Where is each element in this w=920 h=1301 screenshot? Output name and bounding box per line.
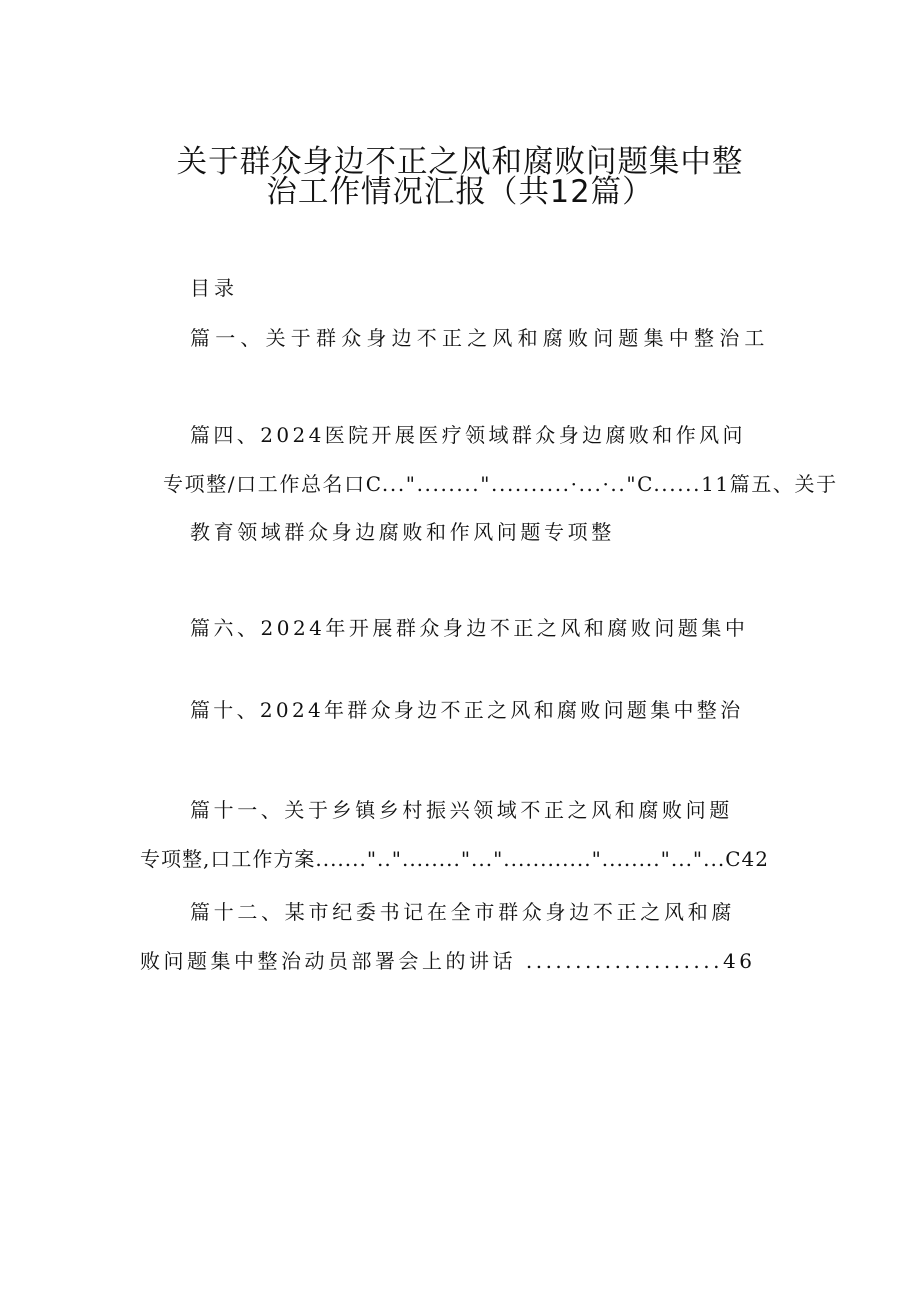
- toc-heading: 目录: [190, 276, 238, 300]
- toc-entry-12[interactable]: 篇十二、某市纪委书记在全市群众身边不正之风和腐: [190, 900, 736, 924]
- toc-entry-6[interactable]: 篇六、2024年开展群众身边不正之风和腐败问题集中: [190, 616, 749, 640]
- toc-entry-12-cont[interactable]: 败问题集中整治动员部署会上的讲话 ....................46: [140, 949, 756, 973]
- toc-entry-11[interactable]: 篇十一、关于乡镇乡村振兴领域不正之风和腐败问题: [190, 798, 733, 822]
- document-title-line-2: 治工作情况汇报（共12篇）: [266, 174, 654, 210]
- toc-entry-11-cont[interactable]: 专项整,口工作方案.......".."........"..."............"........"..."...C42: [140, 847, 769, 871]
- toc-entry-10[interactable]: 篇十、2024年群众身边不正之风和腐败问题集中整治: [190, 698, 744, 722]
- toc-entry-4-cont[interactable]: 专项整/口工作总名口C..."........"..........·...·.."C......11篇五、关于: [163, 472, 838, 496]
- document-title-line-1: 关于群众身边不正之风和腐败问题集中整: [176, 144, 744, 180]
- toc-entry-4[interactable]: 篇四、2024医院开展医疗领域群众身边腐败和作风问: [190, 423, 746, 447]
- toc-entry-5-cont[interactable]: 教育领域群众身边腐败和作风问题专项整: [190, 520, 615, 544]
- toc-entry-1[interactable]: 篇一、关于群众身边不正之风和腐败问题集中整治工: [190, 326, 770, 350]
